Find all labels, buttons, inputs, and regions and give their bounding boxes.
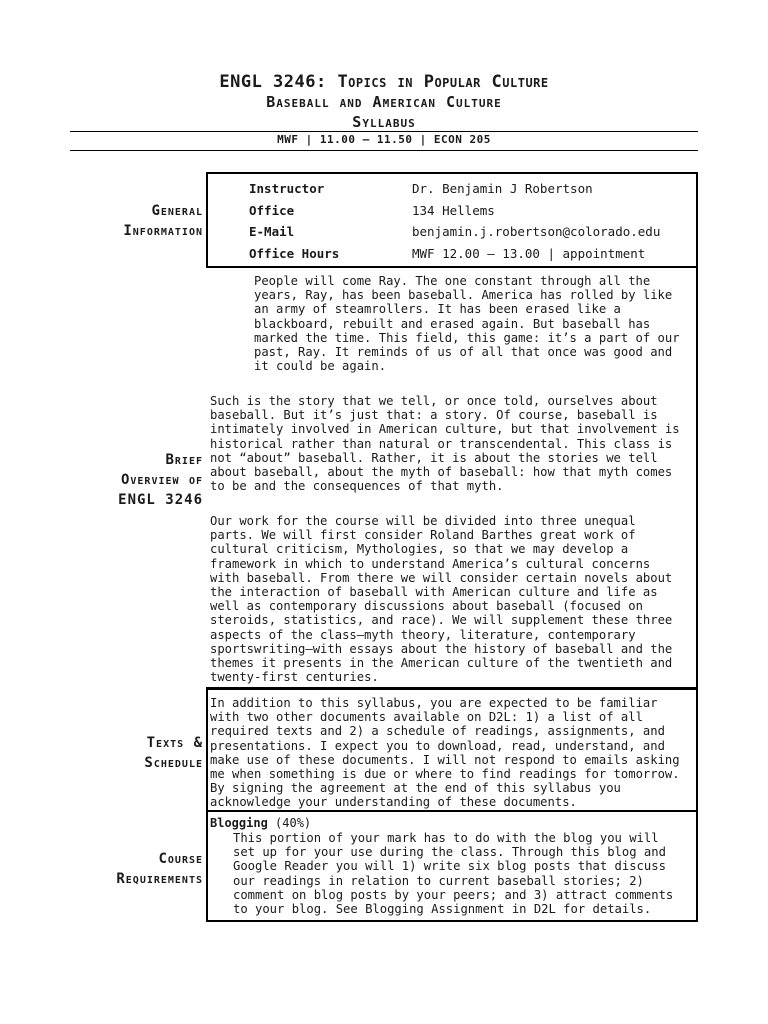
header-rule-bottom bbox=[70, 150, 698, 151]
info-value: Dr. Benjamin J Robertson bbox=[412, 181, 593, 196]
overview-paragraph-2: Our work for the course will be divided into three unequal parts. We will first consider Roland Barthes great work of cultural criticism, Mythologies, so that we may develop a framework in which to understand America’s cultural concerns with baseball. From there we will consider certain novels about the interaction of baseball with American culture and life as well as contemporary discussions about baseball (focused on steroids, statistics, and race). We will supplement these three aspects of the class—myth theory, literature, contemporary sportswriting—with essays about the history of baseball and the themes it presents in the American culture of the twentieth and twenty-first centuries. bbox=[210, 514, 673, 685]
course-title: ENGL 3246: Topics in Popular Culture bbox=[219, 72, 549, 92]
overview-label: Brief Overview of ENGL 3246 bbox=[118, 452, 203, 508]
general-information-label: General Information bbox=[123, 203, 203, 239]
info-row-office bbox=[249, 200, 660, 222]
overview-paragraph-1: Such is the story that we tell, or once told, ourselves about baseball. But it’s just that: a story. Of course, baseball is intimately involved in American culture, but that involvement is historical rather than natural or transcendental. This class is not “about” baseball. Rather, it is about the stories we tell about baseball, about the myth of baseball: how that myth comes to be and the consequences of that myth. bbox=[210, 394, 680, 494]
texts-schedule-label: Texts & Schedule bbox=[144, 735, 203, 771]
instructor-info-table bbox=[249, 178, 660, 264]
info-label: Office Hours bbox=[249, 245, 340, 261]
info-label: Instructor bbox=[249, 181, 325, 196]
blogging-weight: (40%) bbox=[275, 816, 312, 830]
texts-schedule-paragraph: In addition to this syllabus, you are expected to be familiar with two other documents available on D2L: 1) a list of all required texts and 2) a schedule of readings, assignments, and presentations. I expect you to download, read, understand, and make use of these documents. I will not respond to emails asking me when something is due or where to find readings for tomorrow. By signing the agreement at the end of this syllabus you acknowledge your understanding of these documents. bbox=[210, 696, 680, 810]
info-row-instructor bbox=[249, 178, 660, 200]
blogging-description: This portion of your mark has to do with the blog you will set up for your use during the class. Through this blog and Google Reader you will 1) write six blog posts that discuss our readings in relation to current baseball stories; 2) comment on blog posts by your peers; and 3) attract comments to your blog. See Blogging Assignment in D2L for details. bbox=[233, 831, 674, 917]
info-value: MWF 12.00 – 13.00 | appointment bbox=[412, 245, 646, 261]
info-row-email bbox=[249, 221, 660, 243]
course-requirements-label: Course Requirements bbox=[116, 851, 203, 887]
opening-quote: People will come Ray. The one constant through all the years, Ray, has been baseball. America has rolled by like an army of steamrollers. It has been erased like a blackboard, rebuilt and erased again. But baseball has marked the time. This field, this game: it’s a part of our past, Ray. It reminds of us of all that once was good and it could be again. bbox=[254, 274, 680, 374]
blogging-title: Blogging bbox=[210, 816, 268, 830]
document-type: Syllabus bbox=[352, 113, 416, 131]
info-value: 134 Hellems bbox=[412, 202, 495, 218]
info-label: Office bbox=[249, 202, 295, 218]
info-label: E-Mail bbox=[249, 224, 295, 239]
header-rule-top bbox=[70, 131, 698, 132]
blogging-heading bbox=[210, 816, 311, 830]
info-row-office-hours bbox=[249, 243, 660, 265]
email-address: benjamin.j.robertson@colorado.edu bbox=[412, 224, 661, 239]
course-subtitle: Baseball and American Culture bbox=[266, 93, 502, 111]
meeting-info: MWF | 11.00 – 11.50 | ECON 205 bbox=[277, 133, 491, 146]
